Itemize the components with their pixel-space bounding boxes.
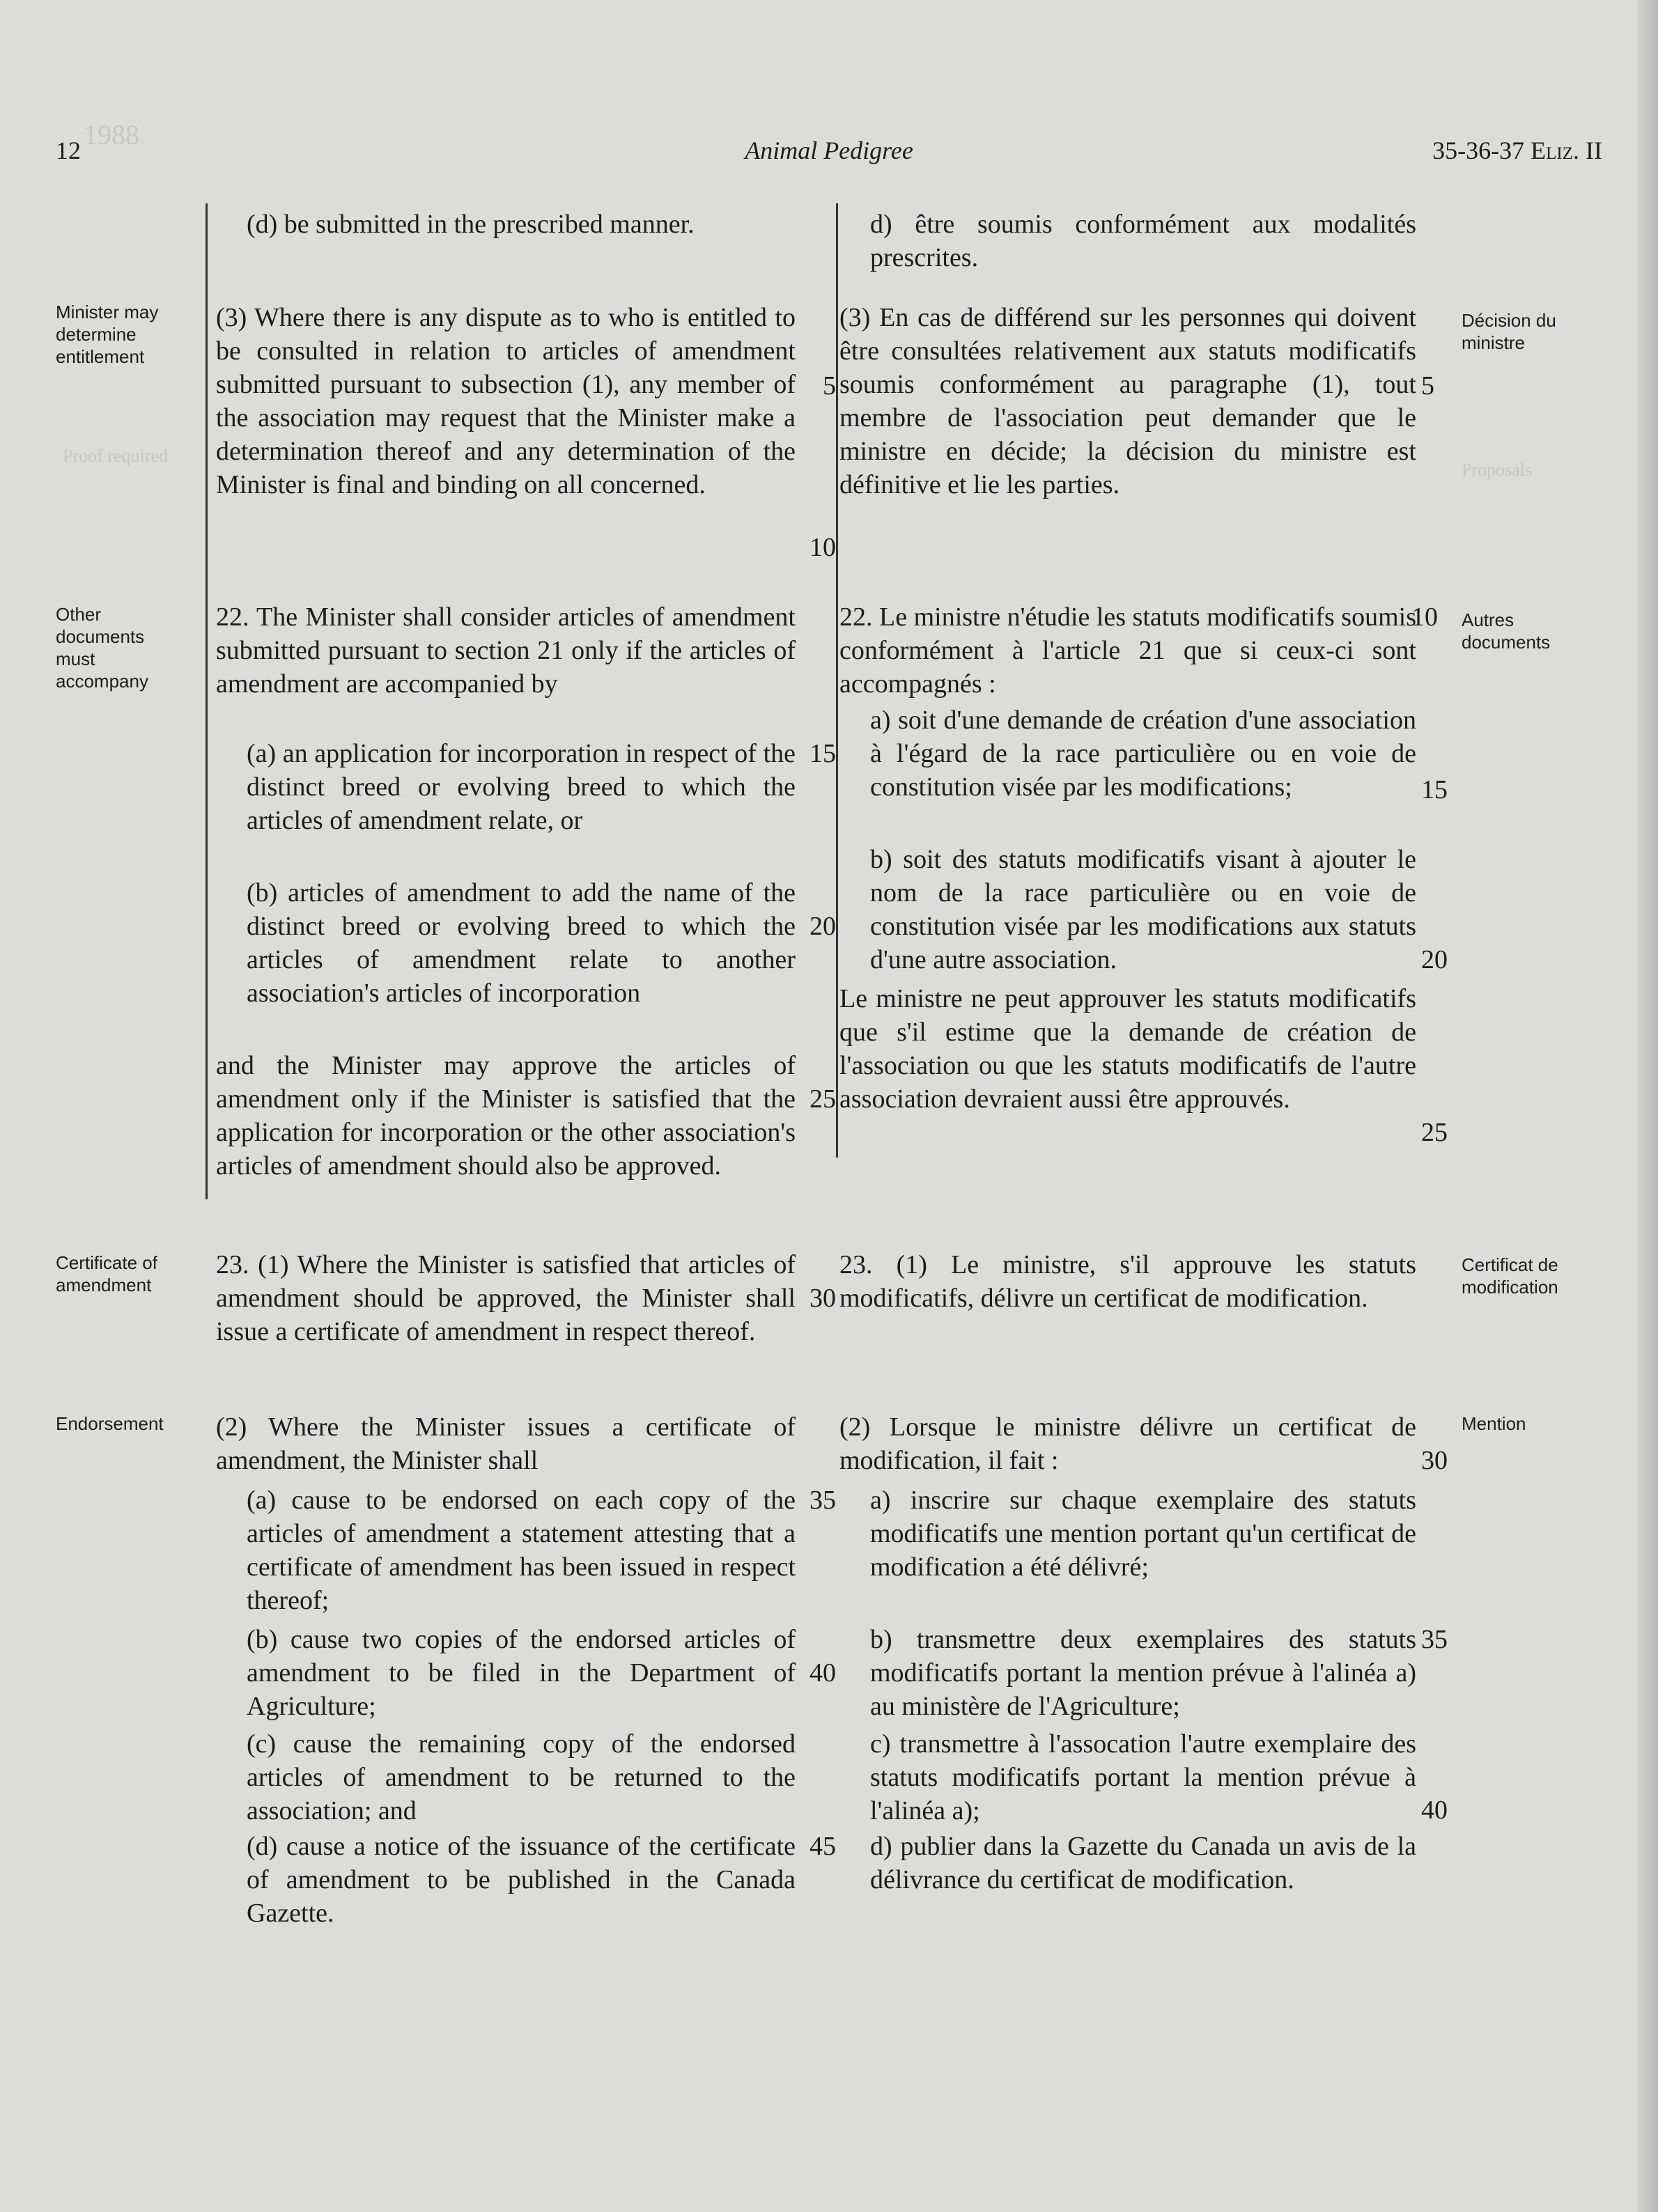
french-block-4 — [839, 703, 1416, 804]
line-number: 45 — [809, 1832, 836, 1861]
margin-note-mention: Mention — [1462, 1413, 1526, 1434]
margin-note-certificat: Certificat de modification — [1462, 1254, 1558, 1298]
english-block-11 — [216, 1727, 796, 1828]
english-block-1 — [216, 208, 796, 241]
french-block-3 — [839, 600, 1416, 701]
paragraph: 23. (1) Where the Minister is satisfied that articles of amendment should be approved, the Minister shall issue a certificate of amendment in respect thereof. — [216, 1250, 796, 1346]
french-block-12 — [839, 1830, 1416, 1896]
paragraph: d) être soumis conformément aux modalités prescrites. — [870, 210, 1416, 272]
french-block-2 — [839, 301, 1416, 501]
line-number: 15 — [1421, 775, 1448, 804]
paragraph: (a) an application for incorporation in respect of the distinct breed or evolving breed to which the articles of amendment relate, or — [247, 739, 796, 835]
paragraph: a) inscrire sur chaque exemplaire des statuts modificatifs une mention portant qu'un certificat de modification a été délivré; — [870, 1486, 1416, 1582]
french-block-8 — [839, 1410, 1416, 1477]
line-number: 30 — [809, 1284, 836, 1313]
paragraph: b) soit des statuts modificatifs visant à ajouter le nom de la race particulière ou en voie de constitution visée par les modifications aux statuts d'une autre association. — [870, 845, 1416, 974]
line-number: 5 — [1421, 371, 1434, 400]
paragraph: 22. Le ministre n'étudie les statuts modificatifs soumis conformément à l'article 21 que si ceux-ci sont accompagnés : — [839, 602, 1416, 699]
paragraph: c) transmettre à l'assocation l'autre exemplaire des statuts modificatifs portant la mention prévue à l'alinéa a); — [870, 1729, 1416, 1825]
citation-smallcaps: Eliz — [1531, 137, 1574, 164]
paragraph: (a) cause to be endorsed on each copy of the articles of amendment a statement attesting that a certificate of amendment has been issued in respect thereof; — [247, 1486, 796, 1615]
bleed-through-note: Proof required — [63, 446, 168, 466]
margin-note-other-documents: Other documents must accompany — [56, 604, 148, 692]
paragraph: (d) be submitted in the prescribed manner. — [247, 210, 695, 239]
column-rule-left — [206, 203, 208, 1199]
line-number: 20 — [809, 912, 836, 941]
paragraph: 22. The Minister shall consider articles of amendment submitted pursuant to section 21 only if the articles of amendment are accompanied by — [216, 602, 796, 699]
french-block-5 — [839, 843, 1416, 976]
english-block-7 — [216, 1248, 796, 1348]
citation-suffix: . II — [1573, 137, 1602, 164]
margin-note-autres: Autres documents — [1462, 609, 1551, 653]
french-block-11 — [839, 1727, 1416, 1828]
english-block-6 — [216, 1049, 796, 1183]
line-number: 35 — [809, 1486, 836, 1515]
paragraph: (b) articles of amendment to add the name of the distinct breed or evolving breed to which the articles of amendment relate to another association's articles of incorporation — [247, 878, 796, 1008]
line-number: 10 — [1411, 602, 1438, 632]
paragraph: (2) Where the Minister issues a certificate of amendment, the Minister shall — [216, 1412, 796, 1475]
paragraph: (d) cause a notice of the issuance of the certificate of amendment to be published in the Canada Gazette. — [247, 1832, 796, 1928]
page-number: 12 — [56, 137, 81, 164]
paragraph: b) transmettre deux exemplaires des statuts modificatifs portant la mention prévue à l'alinéa a) au ministère de l'Agriculture; — [870, 1625, 1416, 1721]
line-number: 10 — [809, 533, 836, 562]
paragraph: (c) cause the remaining copy of the endorsed articles of amendment to be returned to the association; and — [247, 1729, 796, 1825]
paragraph: Le ministre ne peut approuver les statuts modificatifs que s'il estime que la demande de création de l'association ou que les statuts modificatifs de l'autre association devraient aussi être approuvés. — [839, 984, 1416, 1114]
line-number: 15 — [809, 739, 836, 768]
running-title: Animal Pedigree — [745, 137, 913, 164]
paragraph: and the Minister may approve the articles of amendment only if the Minister is satisfied that the application for incorporation or the other association's articles of amendment should also be approved. — [216, 1051, 796, 1181]
paragraph: (3) Where there is any dispute as to who is entitled to be consulted in relation to articles of amendment submitted pursuant to subsection (1), any member of the association may request that the Minister make a determination thereof and any determination of the Minister is final and binding on all concerned. — [216, 303, 796, 499]
margin-note-endorsement: Endorsement — [56, 1413, 164, 1434]
english-block-5 — [216, 876, 796, 1010]
statute-citation — [1432, 136, 1602, 165]
margin-note-decision: Décision du ministre — [1462, 310, 1556, 353]
page-edge-shadow — [1637, 0, 1658, 2212]
french-block-6 — [839, 982, 1416, 1116]
paragraph: d) publier dans la Gazette du Canada un avis de la délivrance du certificat de modification. — [870, 1832, 1416, 1894]
paragraph: 23. (1) Le ministre, s'il approuve les statuts modificatifs, délivre un certificat de modification. — [839, 1250, 1416, 1313]
column-rule-middle — [836, 203, 838, 1158]
french-block-1 — [839, 208, 1416, 274]
french-block-10 — [839, 1623, 1416, 1723]
bleed-through-note: Proposals — [1462, 460, 1533, 480]
line-number: 5 — [823, 371, 836, 400]
french-block-7 — [839, 1248, 1416, 1315]
line-number: 25 — [1421, 1118, 1448, 1147]
line-number: 40 — [1421, 1796, 1448, 1825]
english-block-2 — [216, 301, 796, 501]
french-block-9 — [839, 1483, 1416, 1584]
english-block-8 — [216, 1410, 796, 1477]
paragraph: (2) Lorsque le ministre délivre un certificat de modification, il fait : — [839, 1412, 1416, 1475]
paragraph: a) soit d'une demande de création d'une association à l'égard de la race particulière ou en voie de constitution visée par les modifications; — [870, 706, 1416, 802]
paragraph: (b) cause two copies of the endorsed articles of amendment to be filed in the Department of Agriculture; — [247, 1625, 796, 1721]
english-block-12 — [216, 1830, 796, 1930]
line-number: 25 — [809, 1084, 836, 1114]
english-block-9 — [216, 1483, 796, 1617]
line-number: 35 — [1421, 1625, 1448, 1654]
margin-note-certificate: Certificate of amendment — [56, 1252, 157, 1295]
english-block-10 — [216, 1623, 796, 1723]
line-number: 30 — [1421, 1446, 1448, 1475]
citation-prefix: 35-36-37 — [1432, 137, 1531, 164]
english-block-3 — [216, 600, 796, 701]
line-number: 20 — [1421, 945, 1448, 974]
margin-note-minister-may: Minister may determine entitlement — [56, 302, 159, 367]
bleed-through-year: 1988 — [84, 119, 139, 150]
paragraph: (3) En cas de différend sur les personnes qui doivent être consultées relativement aux statuts modificatifs soumis conformément au paragraphe (1), tout membre de l'association peut demander que le ministre en décide; la décision du ministre est définitive et lie les parties. — [839, 303, 1416, 499]
line-number: 40 — [809, 1658, 836, 1688]
english-block-4 — [216, 737, 796, 837]
